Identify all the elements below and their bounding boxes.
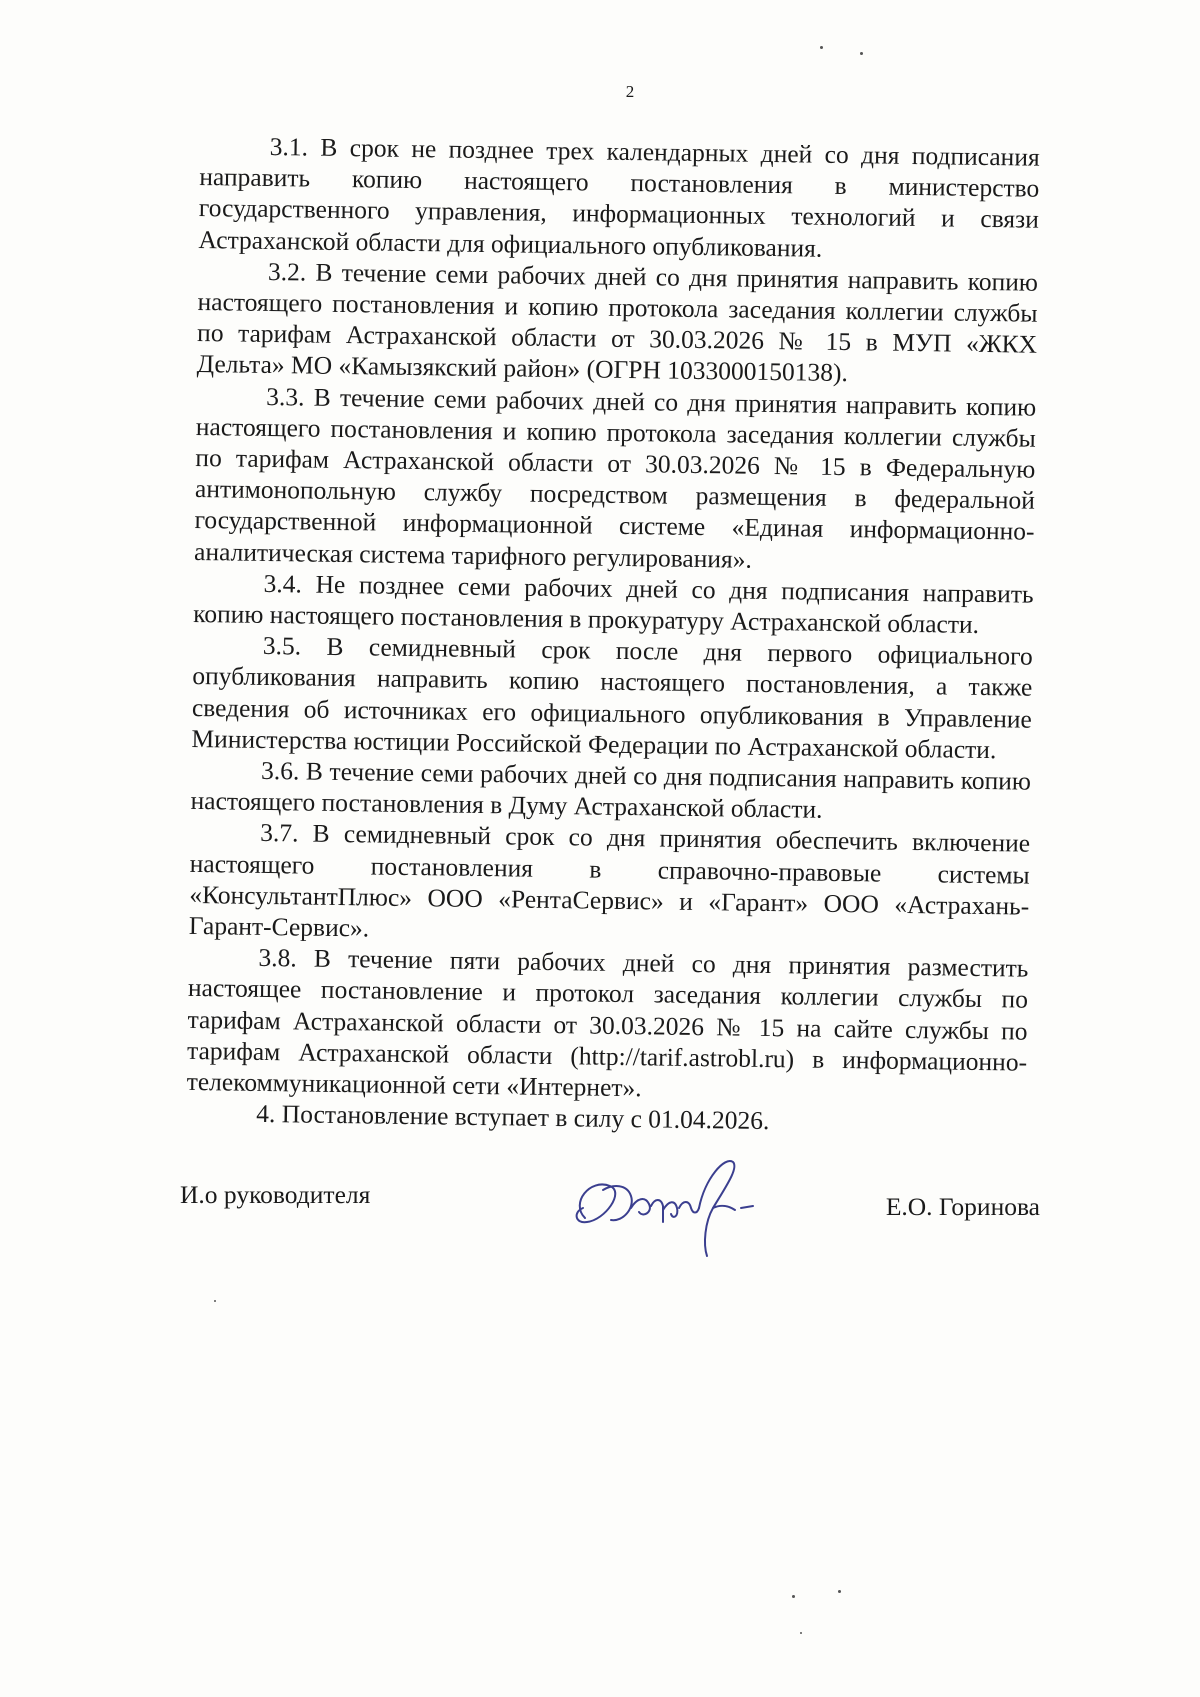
paragraph-3-3: 3.3. В течение семи рабочих дней со дня принятия направить копию настоящего постановления и копию протокола заседания коллегии службы по тарифам Астраханской области от 30.03.2026 № 15 в Федеральную антимонопольную службу посредством размещения в федеральной государственной информационной системе «Единая информационно-аналитическая система тарифного регулирования».	[193, 381, 1037, 574]
scan-speck	[820, 46, 823, 49]
scan-speck	[214, 1300, 216, 1302]
document-body	[186, 130, 1040, 1140]
paragraph-3-4: 3.4. Не позднее семи рабочих дней со дня подписания направить копию настоящего постановления в прокуратуру Астраханской области.	[193, 568, 1034, 639]
scan-speck	[838, 1590, 841, 1593]
paragraph-3-5: 3.5. В семидневный срок после дня первого официального опубликования направить копию настоящего постановления, а также сведения об источниках его официального опубликования в Управление Министерства юстиции Российской Федерации по Астраханской области.	[191, 631, 1033, 765]
handwritten-signature	[565, 1148, 765, 1268]
paragraph-3-8: 3.8. В течение пяти рабочих дней со дня принятия разместить настоящее постановление и протокол заседания коллегии службы по тарифам Астраханской области от 30.03.2026 № 15 на сайте службы по тарифам Астраханской области (http://tarif.astrobl.ru) в информационно-телекоммуникационной сети «Интернет».	[186, 943, 1029, 1103]
paragraph-3-2: 3.2. В течение семи рабочих дней со дня принятия направить копию настоящего постановления и копию протокола заседания коллегии службы по тарифам Астраханской области от 30.03.2026 № 15 в МУП «ЖКХ Дельта» МО «Камызякский район» (ОГРН 1033000150138).	[196, 256, 1039, 388]
paragraph-3-1: 3.1. В срок не позднее трех календарных дней со дня подписания направить копию настоящего постановления в министерство государственного управления, информационных технологий и связи Астраханской области для официального опубликования.	[198, 131, 1040, 263]
scan-speck	[792, 1595, 795, 1598]
paragraph-3-7: 3.7. В семидневный срок со дня принятия обеспечить включение настоящего постановления в справочно-правовые системы «КонсультантПлюс» ООО «РентаСервис» и «Гарант» ООО «Астрахань-Гарант-Сервис».	[188, 818, 1031, 943]
scan-speck	[800, 1632, 802, 1634]
page-number: 2	[625, 82, 635, 101]
scan-speck	[860, 52, 863, 55]
signature-block	[180, 1160, 1040, 1280]
signatory-name: Е.О. Горинова	[885, 1192, 1040, 1221]
signatory-position: И.о руководителя	[180, 1180, 371, 1209]
paragraph-3-6: 3.6. В течение семи рабочих дней со дня подписания направить копию настоящего постановления в Думу Астраханской области.	[190, 755, 1032, 825]
paragraph-4: 4. Постановление вступает в силу с 01.04.2026.	[256, 1099, 770, 1136]
